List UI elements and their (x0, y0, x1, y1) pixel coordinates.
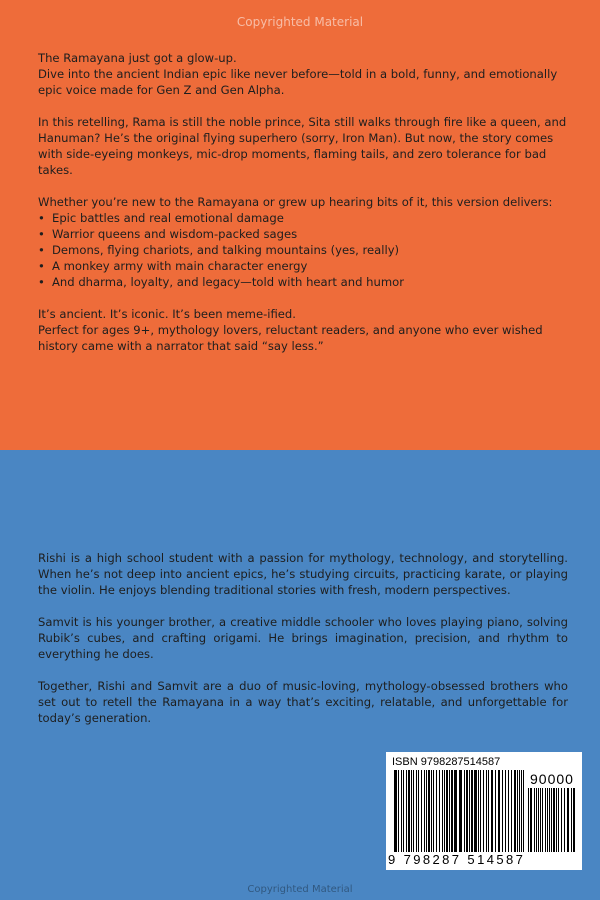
isbn-label: ISBN 9798287514587 (392, 756, 501, 768)
blurb-intro-line2: Dive into the ancient Indian epic like never before—told in a bold, funny, and emotionally epic voice made for Gen Z and Gen Alpha. (38, 67, 558, 97)
feature-list (38, 210, 574, 290)
feature-item: • And dharma, loyalty, and legacy—told with heart and humor (38, 274, 574, 290)
barcode-bars (394, 770, 524, 852)
feature-item: • Demons, flying chariots, and talking mountains (yes, really) (38, 242, 574, 258)
blurb-closing (38, 306, 574, 354)
addon-barcode-bars (528, 788, 578, 852)
bio-rishi: Rishi is a high school student with a passion for mythology, technology, and storytelling. When he’s not deep into ancient epics, he’s studying circuits, practicing karate, or playing the violin. He enjoys blending traditional stories with fresh, modern perspectives. (38, 551, 568, 597)
blurb-closing-line1: It’s ancient. It’s iconic. It’s been meme-ified. (38, 307, 296, 321)
blurb-closing-line2: Perfect for ages 9+, mythology lovers, reluctant readers, and anyone who ever wished history came with a narrator that said “say less.” (38, 323, 543, 353)
watermark-top: Copyrighted Material (236, 15, 364, 29)
blurb-delivers: Whether you’re new to the Ramayana or grew up hearing bits of it, this version delivers: (38, 195, 553, 209)
blurb-intro (38, 50, 574, 98)
feature-item: • Warrior queens and wisdom-packed sages (38, 226, 574, 242)
isbn-barcode (386, 752, 582, 870)
watermark-bottom: Copyrighted Material (247, 884, 353, 895)
blurb-intro-line1: The Ramayana just got a glow-up. (38, 51, 237, 65)
bio-together: Together, Rishi and Samvit are a duo of music-loving, mythology-obsessed brothers who set out to retell the Ramayana in a way that’s exciting, relatable, and unforgettable for today’s generation. (38, 679, 568, 725)
feature-item: • Epic battles and real emotional damage (38, 210, 574, 226)
feature-item: • A monkey army with main character energy (38, 258, 574, 274)
blurb-retelling: In this retelling, Rama is still the noble prince, Sita still walks through fire like a queen, and Hanuman? He’s the original flying superhero (sorry, Iron Man). But now, the story comes with side-eyeing monkeys, mic-drop moments, flaming tails, and zero tolerance for bad takes. (38, 115, 567, 177)
price-code: 90000 (530, 771, 574, 787)
book-blurb (38, 50, 574, 370)
author-bio (38, 550, 568, 742)
barcode-digits: 9 798287 514587 (388, 852, 526, 867)
bio-samvit: Samvit is his younger brother, a creative middle schooler who loves playing piano, solving Rubik’s cubes, and crafting origami. He brings imagination, precision, and rhythm to everything he does. (38, 615, 568, 661)
